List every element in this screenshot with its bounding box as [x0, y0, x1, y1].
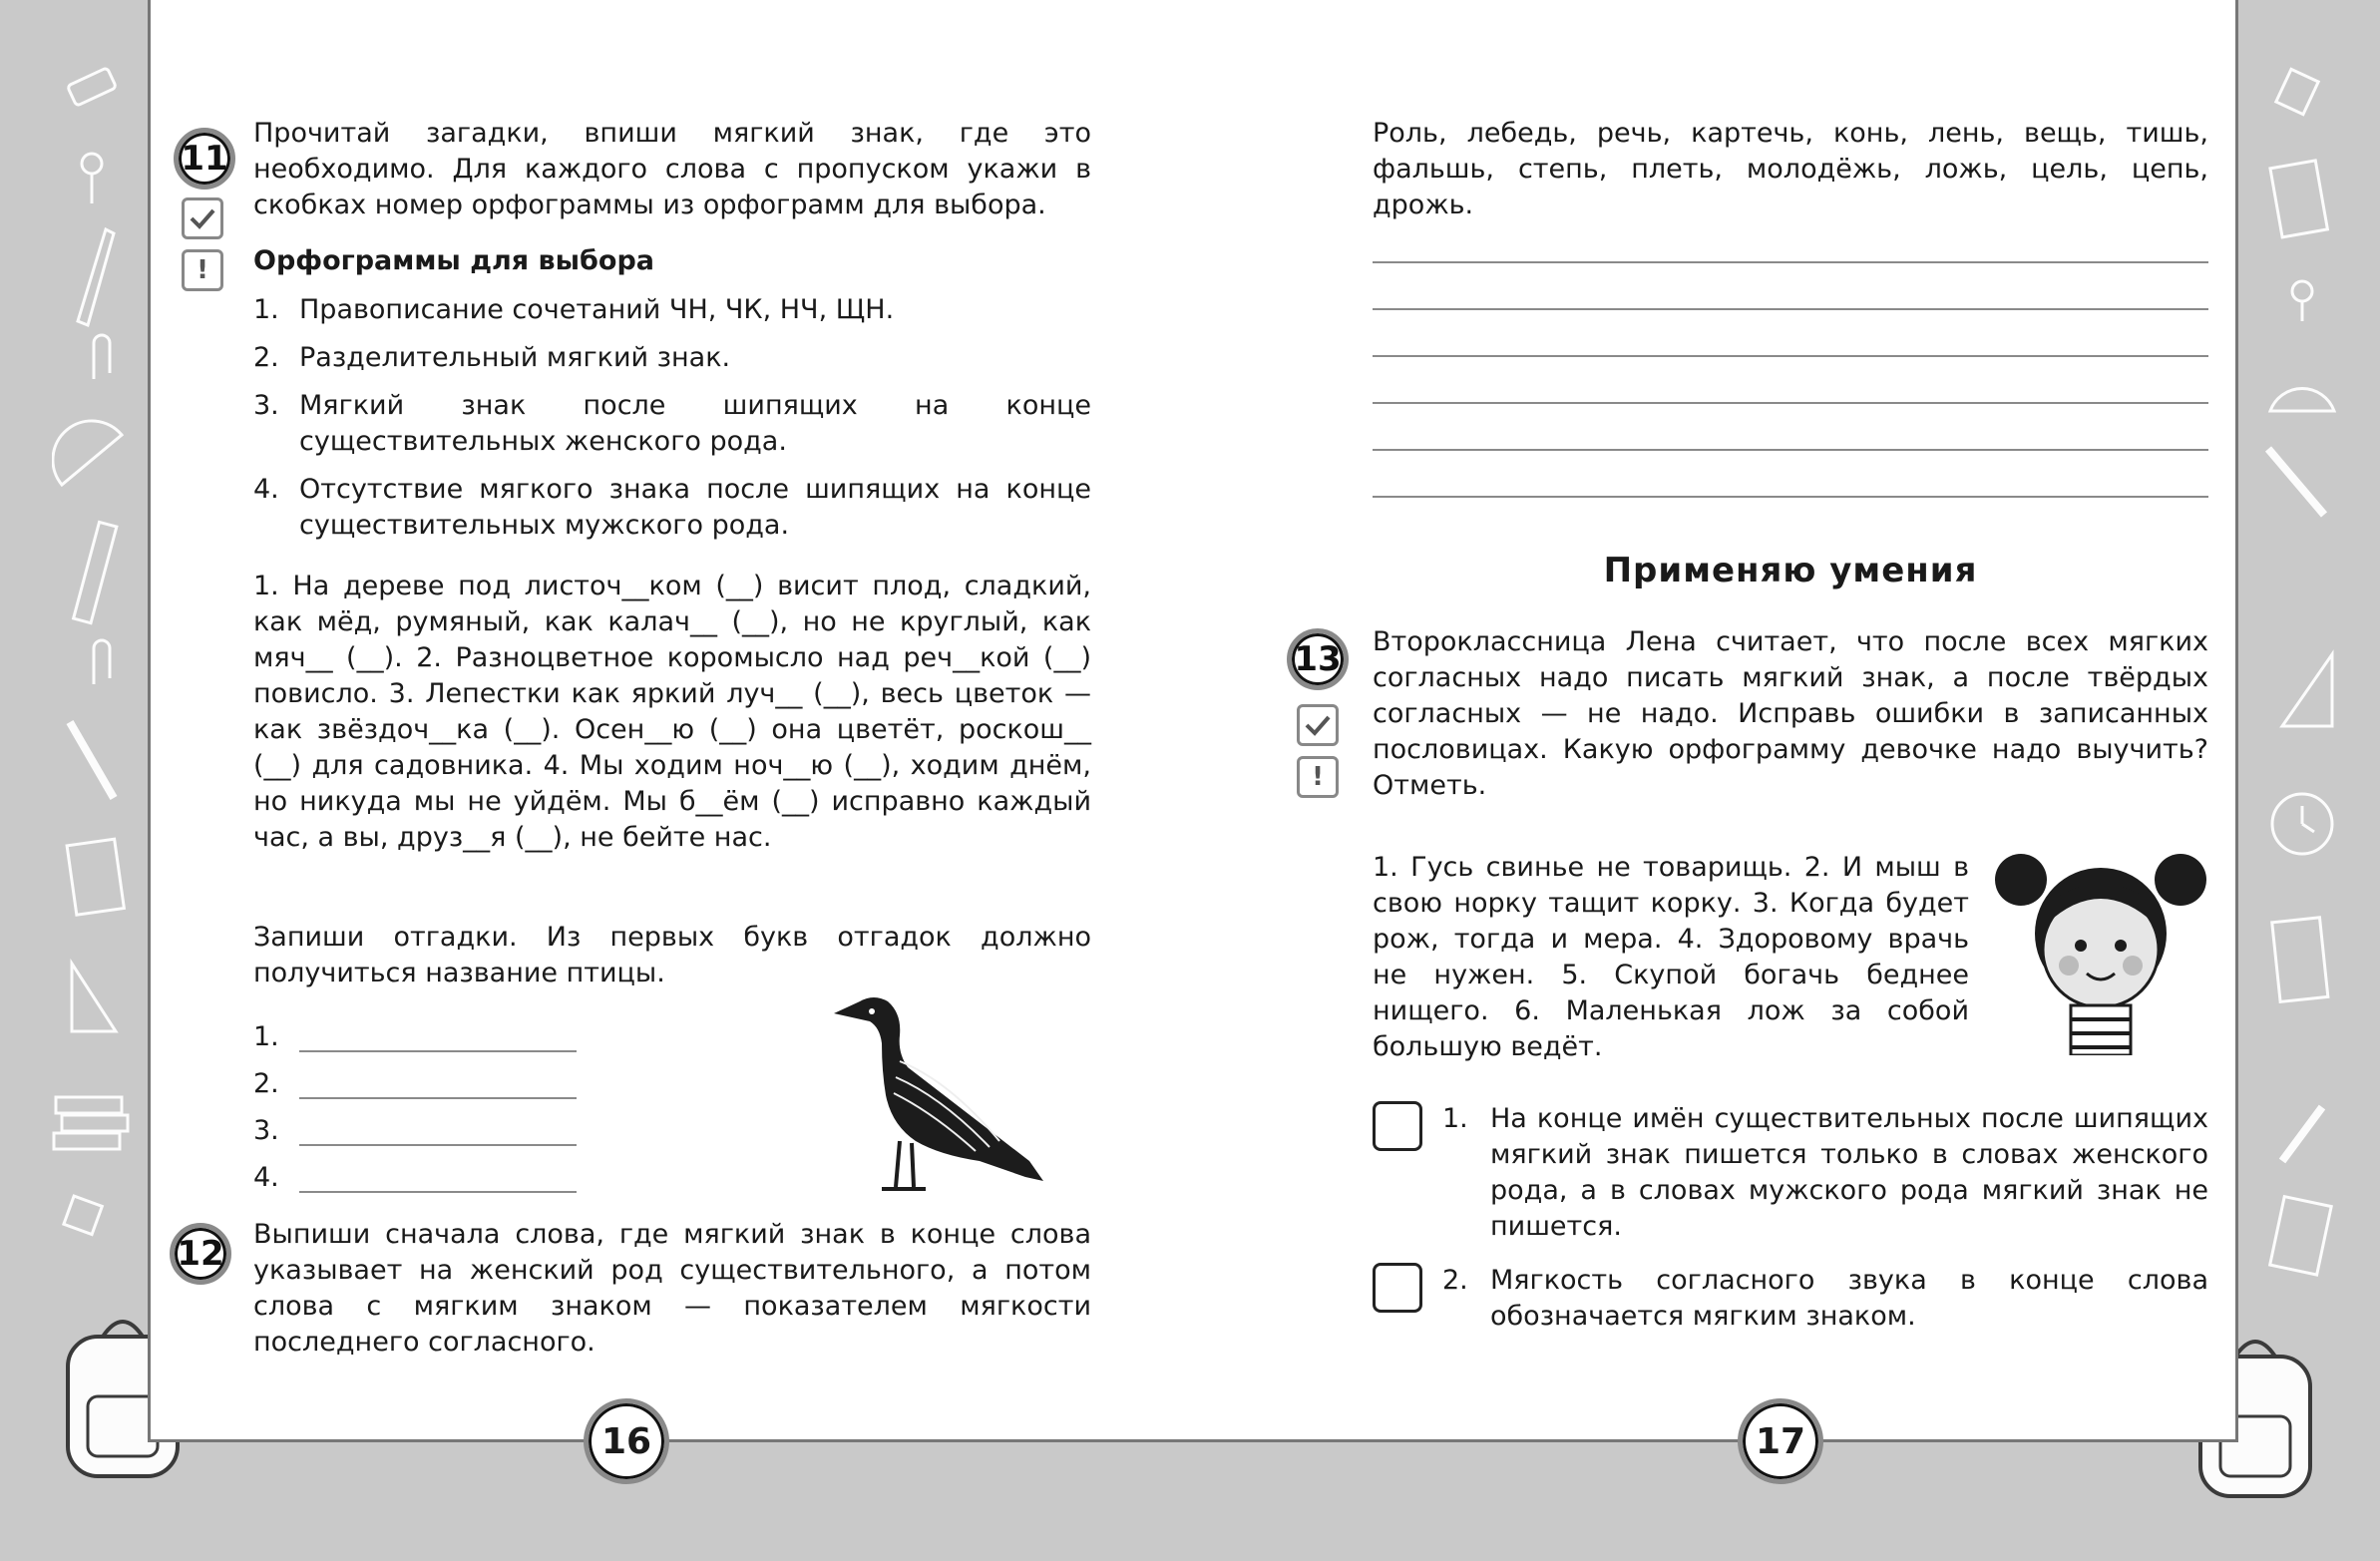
triangle-ruler-icon-right: [2272, 646, 2342, 736]
girl-illustration: [1991, 834, 2212, 1055]
rules-list: [253, 292, 1091, 556]
task13-intro: Второклассница Лена считает, что после всех мягких согласных надо писать мягкий знак, а после твёрдых согласных — не надо. Исправь ошибки в записанных пословицах. Какую орфограмму девочке надо выучить? Отметь.: [1373, 626, 2208, 801]
notebook-icon-right: [2266, 912, 2336, 1011]
rules-heading: Орфограммы для выбора: [253, 245, 654, 276]
task-number-13: 13: [1287, 628, 1349, 690]
notepad-icon-right: [2266, 156, 2336, 245]
sharpener-icon: [60, 1191, 110, 1241]
section-title: Применяю умения: [1603, 551, 1978, 590]
paperclip-icon: [84, 329, 114, 389]
eraser-icon: [62, 62, 122, 112]
task12-text: Выпиши сначала слова, где мягкий знак в конце слова указывает на женский род существительного, а потом слова с мягким знаком — показателем мягкости последнего согласного.: [253, 1219, 1091, 1358]
crow-illustration: [830, 991, 1051, 1201]
right-margin-strip: [2232, 0, 2380, 1561]
books-icon: [50, 1089, 134, 1159]
writing-line[interactable]: [1373, 355, 2208, 357]
task11-intro: Прочитай загадки, впиши мягкий знак, где это необходимо. Для каждого слова с пропуском укажи в скобках номер орфограммы из орфограмм для выбора.: [253, 118, 1091, 220]
pen-icon: [62, 718, 122, 808]
option-2-text: Мягкость согласного звука в конце слова обозначается мягким знаком.: [1490, 1265, 2208, 1332]
option-1-text: На конце имён существительных после шипящих мягкий знак пишется только в словах женского рода, а в словах мужского рода мягкий знак не пишется.: [1490, 1103, 2208, 1242]
answer-row: 2.: [253, 1052, 577, 1099]
protractor-icon: [52, 405, 132, 495]
option-1-checkbox[interactable]: [1373, 1101, 1422, 1151]
answer-line[interactable]: [299, 1114, 577, 1146]
writing-line[interactable]: [1373, 402, 2208, 404]
answer-line[interactable]: [299, 1067, 577, 1099]
answer-prompt: Запиши отгадки. Из первых букв отгадок должно получиться название птицы.: [253, 922, 1091, 988]
exclamation-icon: !: [197, 255, 208, 285]
task13-check-box: [1297, 704, 1339, 746]
task13-exclamation-box: [1297, 756, 1339, 798]
option-1: 1. На конце имён существительных после шипящих мягкий знак пишется только в словах женского рода, а в словах мужского рода мягкий знак не пишется.: [1373, 1101, 2208, 1245]
exclamation-icon: !: [1312, 762, 1324, 792]
protractor-icon-right: [2262, 349, 2342, 419]
alarm-clock-icon: [2262, 776, 2342, 866]
rule-item: 3. Мягкий знак после шипящих на конце существительных женского рода.: [253, 390, 1091, 457]
answer-row: 3.: [253, 1099, 577, 1146]
page-number-17: 17: [1738, 1398, 1823, 1484]
answer-line[interactable]: [299, 1161, 577, 1193]
task12-words: Роль, лебедь, речь, картечь, конь, лень, вещь, тишь, фальшь, степь, плеть, молодёжь, ложь, цель, цепь, дрожь.: [1373, 118, 2208, 220]
task-number-12: 12: [170, 1223, 231, 1285]
task11-exclamation-box: [182, 249, 223, 291]
rule-item: 4. Отсутствие мягкого знака после шипящих на конце существительных мужского рода.: [253, 474, 1091, 541]
checkmark-icon: [1304, 713, 1332, 737]
paperclip-icon-2: [84, 634, 114, 694]
sharpener-icon-right: [2272, 62, 2322, 122]
rule-item: 1. Правописание сочетаний ЧН, ЧК, НЧ, ЩН.: [253, 294, 895, 325]
left-margin-strip: [0, 0, 148, 1561]
pencil-icon: [66, 225, 118, 335]
task11-check-box: [182, 197, 223, 239]
pen-icon-right: [2262, 443, 2332, 523]
answer-row: 1.: [253, 1005, 577, 1052]
pushpin-icon-right: [2280, 275, 2324, 325]
writing-line[interactable]: [1373, 449, 2208, 451]
pencil-icon-right: [2272, 1101, 2332, 1171]
option-2-checkbox[interactable]: [1373, 1263, 1422, 1313]
notepad-icon-right-2: [2266, 1193, 2336, 1283]
notepad-icon: [62, 834, 132, 924]
task-number-11: 11: [174, 128, 235, 190]
writing-line[interactable]: [1373, 496, 2208, 498]
answer-row: 4.: [253, 1146, 577, 1193]
page-number-16: 16: [584, 1398, 669, 1484]
rule-item: 2. Разделительный мягкий знак.: [253, 342, 731, 373]
triangle-ruler-icon: [62, 958, 122, 1037]
riddles-text: 1. На дереве под листоч__ком (__) висит плод, сладкий, как мёд, румяный, как калач__ (__), но не круглый, как мяч__ (__). 2. Разноцветное коромысло над реч__кой (__) повисло. 3. Лепестки как яркий луч__ (__), весь цветок — как звёздоч__ка (__). Осен__ю (__) она цветёт, роскош__ (__) для садовника. 4. Мы ходим ноч__ю (__), ходим днём, но никуда мы не уйдём. Мы б__ём (__) исправно каждый час, а вы, друз__я (__), не бейте нас.: [253, 571, 1091, 853]
ruler-icon: [60, 519, 130, 628]
answer-line[interactable]: [299, 1020, 577, 1052]
pushpin-icon: [70, 148, 114, 207]
option-2: 2. Мягкость согласного звука в конце слова обозначается мягким знаком.: [1373, 1263, 2208, 1335]
writing-line[interactable]: [1373, 261, 2208, 263]
writing-lines: [1373, 261, 2208, 498]
writing-line[interactable]: [1373, 308, 2208, 310]
checkmark-icon: [189, 206, 216, 230]
answer-lines: [253, 1005, 577, 1193]
proverbs-text: 1. Гусь свинье не товарищь. 2. И мыш в свою норку тащит корку. 3. Когда будет рож, тогда и мера. 4. Здоровому врачь не нужен. 5. Скупой богачь беднее нищего. 6. Маленькая лож за собой большую ведёт.: [1373, 852, 1969, 1062]
